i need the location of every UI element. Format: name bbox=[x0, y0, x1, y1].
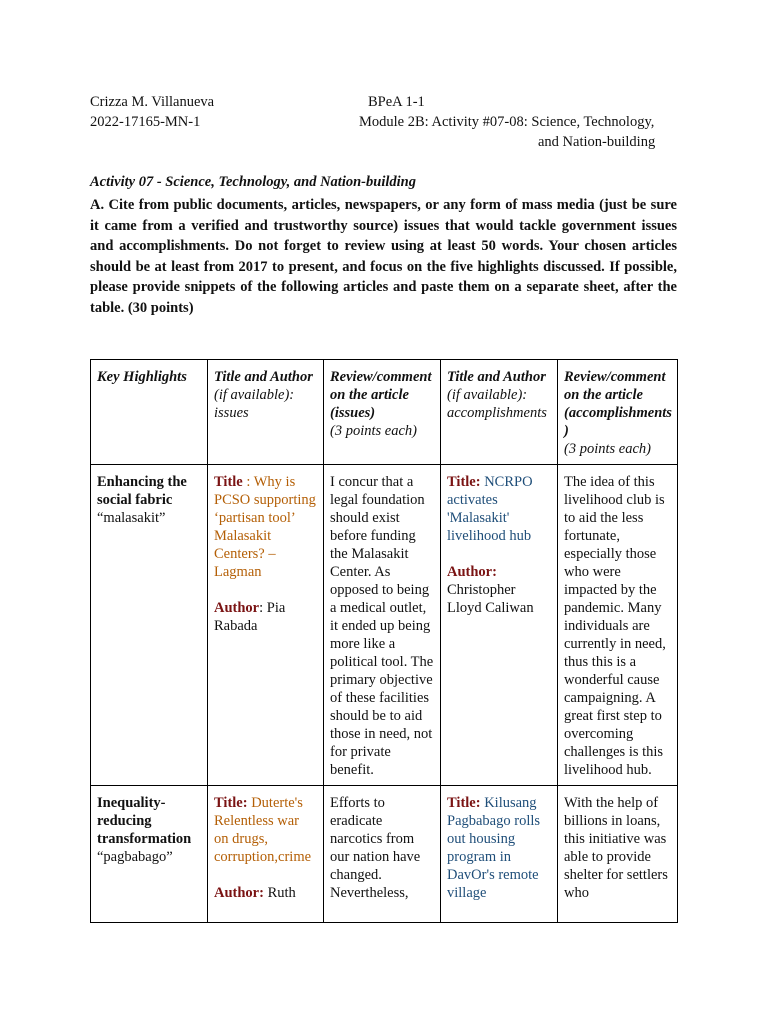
header-acc-review bbox=[558, 360, 678, 465]
title-label: Title: bbox=[447, 474, 481, 490]
highlight-cell bbox=[91, 465, 208, 786]
header-label: Review/comment on the article (issues) bbox=[330, 369, 432, 421]
student-info bbox=[90, 92, 214, 132]
title-label: Title: bbox=[214, 795, 248, 811]
issue-title-author-cell bbox=[208, 786, 324, 923]
highlight-cell bbox=[91, 786, 208, 923]
header-issue-review bbox=[324, 360, 441, 465]
table-row bbox=[91, 465, 678, 786]
header-issue-title-author bbox=[208, 360, 324, 465]
issue-title-author-cell bbox=[208, 465, 324, 786]
student-id: 2022-17165-MN-1 bbox=[90, 114, 201, 130]
activity-instructions: A. Cite from public documents, articles, newspapers, or any form of mass media (just be sure it came from a verified and trustworthy source) issues that would tackle government issues and accomplishments. Do not forget to review using at least 50 words. Your chosen articles should be at least from 2017 to present, and focus on the five highlights discussed. If possible, please provide snippets of the following articles and paste them on a separate sheet, after the table. (30 points) bbox=[90, 197, 677, 316]
highlight-subtitle: “pagbabago” bbox=[97, 849, 173, 865]
highlight-title: Enhancing the social fabric bbox=[97, 474, 187, 508]
issue-review-text: I concur that a legal foundation should exist before funding the Malasakit Center. As opposed to being a medical outlet, it ended up being more like a political tool. The primary objective of these facilities should be to aid those in need, not for private benefit. bbox=[330, 474, 434, 778]
section-label: BPeA 1-1 bbox=[368, 94, 425, 110]
issue-review-cell bbox=[324, 786, 441, 923]
activity-title: Activity 07 - Science, Technology, and Nation-building bbox=[90, 174, 416, 190]
acc-review-text: The idea of this livelihood club is to aid the less fortunate, especially those who were impacted by the pandemic. Many individuals are currently in need, thus this is a wonderful cause campaigning. A great first step to overcoming challenges is this livelihood hub. bbox=[564, 474, 666, 778]
acc-article-author: Christopher Lloyd Caliwan bbox=[447, 582, 534, 616]
highlight-title: Inequality-reducing transformation bbox=[97, 795, 192, 847]
author-label: Author: bbox=[214, 885, 264, 901]
issue-article-author: : Pia Rabada bbox=[214, 600, 286, 634]
highlight-subtitle: “malasakit” bbox=[97, 510, 166, 526]
header-label: Title and Author bbox=[214, 369, 313, 385]
acc-article-title: NCRPO activates 'Malasakit' livelihood hub bbox=[447, 474, 533, 544]
module-line-1: Module 2B: Activity #07-08: Science, Technology, bbox=[359, 114, 655, 130]
acc-title-author-cell bbox=[441, 465, 558, 786]
acc-review-cell bbox=[558, 465, 678, 786]
acc-article-title: Kilusang Pagbabago rolls out housing program in DavOr's remote village bbox=[447, 795, 541, 901]
header-acc-title-author bbox=[441, 360, 558, 465]
issue-review-text: Efforts to eradicate narcotics from our nation have changed. Nevertheless, bbox=[330, 795, 421, 901]
table-header-row bbox=[91, 360, 678, 465]
acc-review-cell bbox=[558, 786, 678, 923]
table-row bbox=[91, 786, 678, 923]
acc-title-author-cell bbox=[441, 786, 558, 923]
acc-review-text: With the help of billions in loans, this initiative was able to provide shelter for settlers who bbox=[564, 795, 668, 901]
title-label: Title bbox=[214, 474, 243, 490]
issue-review-cell bbox=[324, 465, 441, 786]
highlights-table bbox=[90, 359, 678, 923]
issue-article-title: Duterte's Relentless war on drugs, corruption,crime bbox=[214, 795, 312, 865]
header-sublabel: (3 points each) bbox=[330, 423, 417, 439]
header-sublabel: (if available): issues bbox=[214, 387, 295, 421]
issue-article-title: : Why is PCSO supporting ‘partisan tool’ Malasakit Centers? – Lagman bbox=[214, 474, 316, 580]
header-label: Key Highlights bbox=[97, 369, 187, 385]
header-sublabel: (if available): accomplishments bbox=[447, 387, 547, 421]
author-label: Author bbox=[214, 600, 260, 616]
issue-article-author: Ruth bbox=[263, 885, 296, 901]
author-label: Author: bbox=[447, 564, 497, 580]
header-key-highlights bbox=[91, 360, 208, 465]
header-sublabel: (3 points each) bbox=[564, 441, 651, 457]
title-label: Title: bbox=[447, 795, 481, 811]
header-label: Title and Author bbox=[447, 369, 546, 385]
module-line-2: and Nation-building bbox=[538, 134, 656, 150]
header-label: Review/comment on the article (accomplishments ) bbox=[564, 369, 672, 439]
student-name: Crizza M. Villanueva bbox=[90, 94, 215, 110]
